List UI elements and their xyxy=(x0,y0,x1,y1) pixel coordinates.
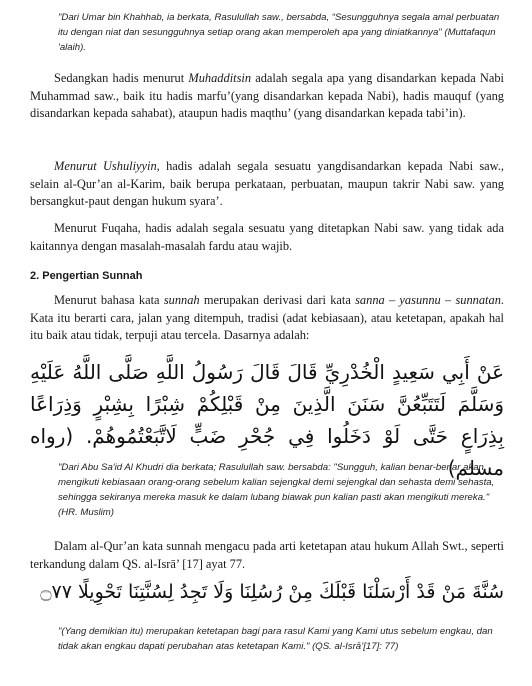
hadith-quote-khudri-text: "Dari Abu Sa'id Al Khudri dia berkata; Rasulullah saw. bersabda: "Sungguh, kalian benar-benar akan mengikuti kebiasaan orang-orang sebelum kalian sejengkal demi sejengkal dan sehasta demi sehasta, sehingga sekiranya mereka masuk ke dalam lubang biawak pun kalian pasti akan mengikuti mereka." (HR. Muslim) xyxy=(58,462,495,518)
paragraph-ushuliyyin-rest: hadis adalah segala sesuatu yangdisandarkan kepada Nabi saw., selain al-Qur’an al-Karim, baik berupa perkataan, perbuatan, maupun takrir Nabi saw. yang bersangkut-paut dengan hukum syara’. xyxy=(30,159,505,209)
arabic-ayah-text: سُنَّةَ مَنْ قَدْ أَرْسَلْنَا قَبْلَكَ مِنْ رُسُلِنَا وَلَا تَجِدُ لِسُنَّتِنَا تَحْوِيلًا ۝٧٧ xyxy=(40,581,504,603)
hadith-quote-khudri xyxy=(58,460,504,520)
term-sanna-yasunnu: sanna – yasunnu – sunnatan xyxy=(355,293,501,307)
paragraph-muhadditsin-lead: Sedangkan hadis menurut xyxy=(54,71,189,85)
paragraph-fuqaha-text: Menurut Fuqaha, hadis adalah segala sesuatu yang ditetapkan Nabi saw. yang tidak ada kaitannya dengan masalah-masalah fardu atau wajib. xyxy=(30,221,504,253)
paragraph-quran xyxy=(30,538,504,573)
arabic-hadith-text: عَنْ أَبِي سَعِيدٍ الْخُدْرِيِّ قَالَ قَالَ رَسُولُ اللَّهِ صَلَّى اللَّهُ عَلَيْهِ وَسَلَّمَ لَتَتَبِّعُنَّ سَنَنَ الَّذِينَ مِنْ قَبْلِكُمْ شِبْرًا بِشِبْرٍ وَذِرَاعًا بِذِرَاعٍ حَتَّى لَوْ دَخَلُوا فِي جُحْرِ ضَبٍّ لَاتَّبَعْتُمُوهُمْ. (رواه مسلم) xyxy=(30,360,504,480)
term-muhadditsin: Muhadditsin xyxy=(188,71,252,85)
paragraph-muhadditsin xyxy=(30,70,504,123)
paragraph-sunnah-lead: Menurut bahasa kata xyxy=(54,293,164,307)
paragraph-fuqaha xyxy=(30,220,504,255)
paragraph-quran-text: Dalam al-Qur’an kata sunnah mengacu pada arti ketetapan atau hukum Allah Swt., seperti terkandung dalam QS. al-Isrā’ [17] ayat 77. xyxy=(30,539,504,571)
section-heading: 2. Pengertian Sunnah xyxy=(30,270,143,282)
ayah-translation-quote xyxy=(58,624,504,654)
paragraph-sunnah xyxy=(30,292,504,345)
hadith-quote-umar-text: "Dari Umar bin Khahhab, ia berkata, Rasulullah saw., bersabda, “Sesungguhnya segala amal perbuatan itu dengan niat dan sesungguhnya setiap orang akan memperoleh apa yang diniatkannya" (Muttafaqun 'alaih). xyxy=(58,12,500,53)
term-sunnah: sunnah xyxy=(163,293,200,307)
paragraph-ushuliyyin xyxy=(30,158,504,211)
paragraph-sunnah-rest: . Kata itu berarti cara, jalan yang ditempuh, tradisi (adat kebiasaan), atau ketetapan, apakah hal itu baik atau tidak, terpuji atau tercela. Dasarnya adalah: xyxy=(30,293,504,343)
term-ushuliyyin: Menurut Ushuliyyin, xyxy=(54,159,160,173)
hadith-quote-umar xyxy=(58,10,504,55)
paragraph-sunnah-mid: merupakan derivasi dari kata xyxy=(199,293,356,307)
paragraph-muhadditsin-rest: adalah segala apa yang disandarkan kepada Nabi Muhammad saw., baik itu hadis marfu’(yang disandarkan kepada Nabi), hadis mauquf (yang disandarkan kepada sahabat), ataupun hadis maqthu’ (yang disandarkan kepada tabi’in). xyxy=(30,71,504,121)
ayah-translation-text: "(Yang demikian itu) merupakan ketetapan bagi para rasul Kami yang Kami utus sebelum engkau, dan tidak akan engkau dapati perubahan atas ketetapan Kami." (QS. al-Isrā’[17]: 77) xyxy=(58,626,493,652)
